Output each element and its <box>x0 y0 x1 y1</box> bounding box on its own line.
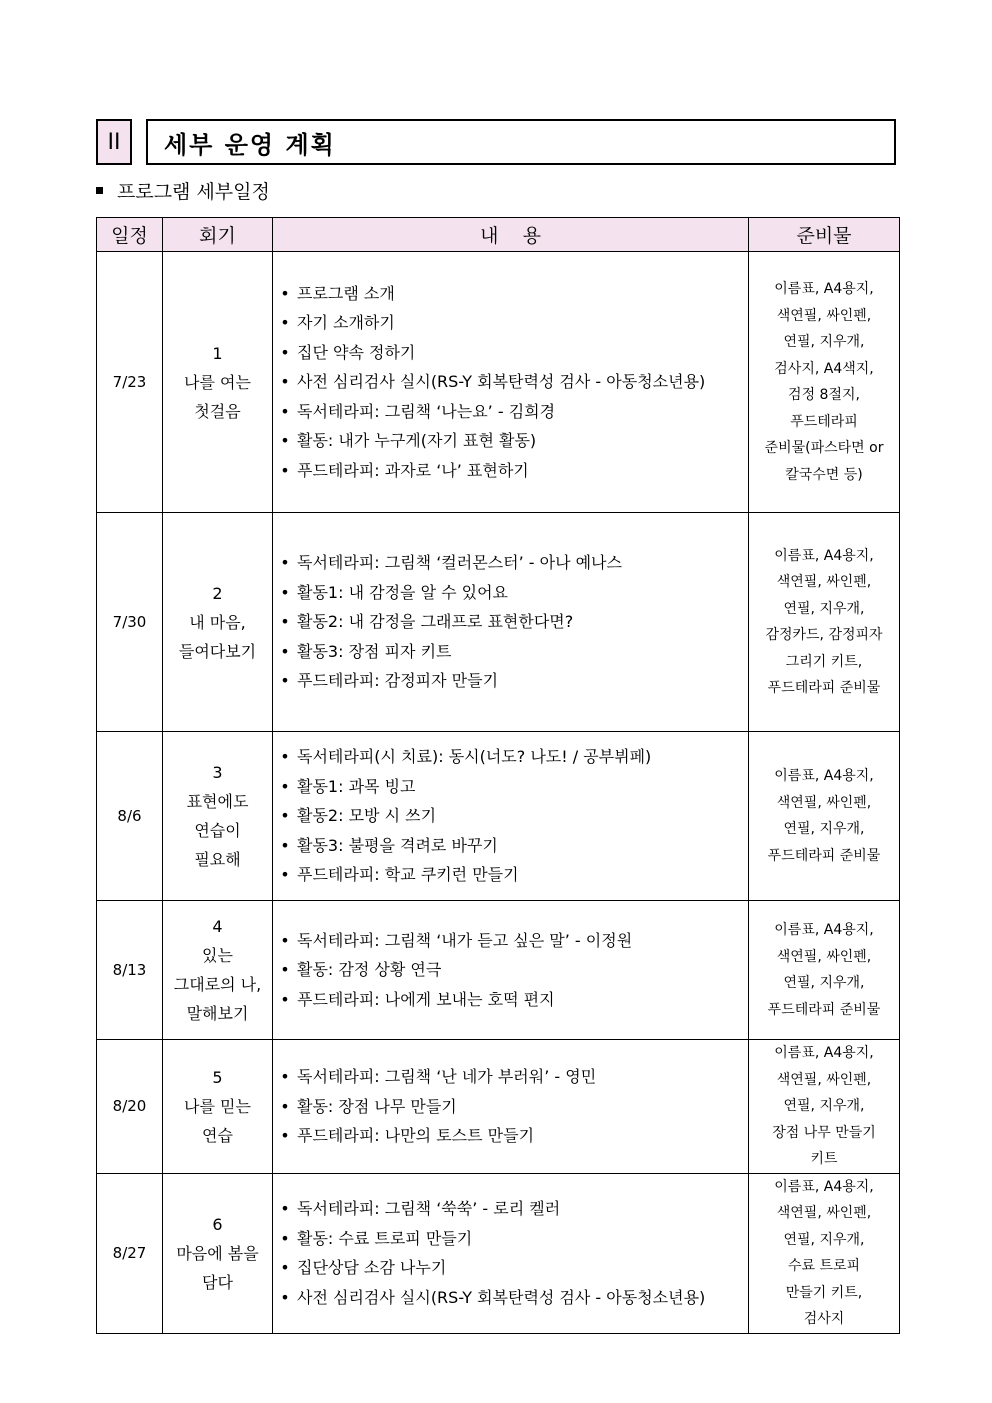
content-list <box>273 1062 748 1151</box>
list-item: • 집단 약속 정하기 <box>273 338 748 368</box>
list-item: • 푸드테라피: 나만의 토스트 만들기 <box>273 1121 748 1151</box>
session-cell <box>163 252 273 513</box>
section-number: II <box>96 119 132 165</box>
materials-line: 이름표, A4용지, <box>774 1045 874 1061</box>
content-list <box>273 548 748 696</box>
materials-line: 검정 8절지, <box>788 387 860 403</box>
date-cell: 7/23 <box>97 252 163 513</box>
materials-line: 색연필, 싸인펜, <box>776 794 872 811</box>
materials-line: 수료 트로피 <box>787 1258 861 1274</box>
materials-line: 색연필, 싸인펜, <box>776 1071 872 1088</box>
content-cell <box>273 252 749 513</box>
list-item: • 활동: 장점 나무 만들기 <box>273 1092 748 1122</box>
session-cell <box>163 901 273 1040</box>
materials-line: 만들기 키트, <box>785 1284 863 1301</box>
list-item: • 사전 심리검사 실시(RS-Y 회복탄력성 검사 - 아동청소년용) <box>273 1283 748 1313</box>
session-cell <box>163 1040 273 1174</box>
materials-line: 푸드테라피 준비물 <box>767 1001 881 1018</box>
materials-cell <box>749 1040 900 1174</box>
materials-line: 이름표, A4용지, <box>774 281 874 297</box>
session-line: 그대로의 나, <box>173 975 262 994</box>
materials-line: 연필, 지우개, <box>783 1098 865 1114</box>
materials-cell <box>749 513 900 732</box>
list-item: • 활동2: 내 감정을 그래프로 표현한다면? <box>273 607 748 637</box>
materials-cell <box>749 252 900 513</box>
content-list <box>273 279 748 486</box>
header-session: 회기 <box>163 218 273 252</box>
list-item: • 독서테라피: 그림책 ‘컬러몬스터’ - 아나 예나스 <box>273 548 748 578</box>
materials-cell <box>749 1173 900 1333</box>
materials-line: 이름표, A4용지, <box>774 922 874 938</box>
list-item: • 독서테라피: 그림책 ‘나는요’ - 김희경 <box>273 397 748 427</box>
materials-line: 연필, 지우개, <box>783 334 865 350</box>
materials-line: 검사지 <box>803 1311 845 1327</box>
session-line: 2 <box>212 583 223 603</box>
square-bullet-icon <box>96 187 103 194</box>
section-title: 세부 운영 계획 <box>146 119 896 165</box>
table-row <box>97 1040 900 1174</box>
list-item: • 활동3: 불평을 격려로 바꾸기 <box>273 831 748 861</box>
content-list <box>273 1194 748 1312</box>
list-item: • 푸드테라피: 과자로 ‘나’ 표현하기 <box>273 456 748 486</box>
materials-line: 키트 <box>810 1151 838 1167</box>
session-cell <box>163 513 273 732</box>
table-row <box>97 901 900 1040</box>
materials-line: 이름표, A4용지, <box>774 547 874 564</box>
list-item: • 활동2: 모방 시 쓰기 <box>273 801 748 831</box>
list-item: • 활동: 수료 트로피 만들기 <box>273 1224 748 1254</box>
content-cell <box>273 901 749 1040</box>
session-line: 6 <box>212 1214 223 1234</box>
materials-line: 연필, 지우개, <box>783 821 865 837</box>
list-item: • 활동: 감정 상황 연극 <box>273 955 748 985</box>
list-item: • 푸드테라피: 감정피자 만들기 <box>273 666 748 696</box>
content-list <box>273 926 748 1015</box>
content-cell <box>273 1173 749 1333</box>
materials-line: 푸드테라피 <box>790 413 858 430</box>
content-cell <box>273 732 749 901</box>
list-item: • 자기 소개하기 <box>273 308 748 338</box>
date-cell: 8/13 <box>97 901 163 1040</box>
session-line: 나를 여는 <box>184 372 251 392</box>
materials-line: 이름표, A4용지, <box>774 768 874 784</box>
list-item: • 독서테라피(시 치료): 동시(너도? 나도! / 공부뷔페) <box>273 742 748 772</box>
session-line: 마음에 봄을 <box>176 1243 259 1263</box>
session-line: 4 <box>212 917 223 936</box>
date-cell: 8/27 <box>97 1173 163 1333</box>
materials-line: 색연필, 싸인펜, <box>776 574 872 590</box>
session-line: 있는 <box>202 946 233 965</box>
materials-line: 그리기 키트, <box>785 653 863 670</box>
list-item: • 활동: 내가 누구게(자기 표현 활동) <box>273 426 748 456</box>
list-item: • 독서테라피: 그림책 ‘난 네가 부러워’ - 영민 <box>273 1062 748 1092</box>
list-item: • 독서테라피: 그림책 ‘쑥쑥’ - 로리 켈러 <box>273 1194 748 1224</box>
session-cell <box>163 732 273 901</box>
list-item: • 사전 심리검사 실시(RS-Y 회복탄력성 검사 - 아동청소년용) <box>273 367 748 397</box>
list-item: • 푸드테라피: 학교 쿠키런 만들기 <box>273 860 748 890</box>
session-line: 1 <box>212 343 223 363</box>
list-item: • 집단상담 소감 나누기 <box>273 1253 748 1283</box>
materials-line: 연필, 지우개, <box>783 600 865 617</box>
content-cell <box>273 1040 749 1174</box>
materials-line: 색연필, 싸인펜, <box>776 307 872 324</box>
table-row <box>97 513 900 732</box>
header-date: 일정 <box>97 218 163 252</box>
materials-line: 푸드테라피 준비물 <box>767 680 881 696</box>
subheading-text: 프로그램 세부일정 <box>117 180 270 203</box>
list-item: • 푸드테라피: 나에게 보내는 호떡 편지 <box>273 985 748 1015</box>
materials-line: 이름표, A4용지, <box>774 1178 874 1195</box>
materials-line: 연필, 지우개, <box>783 975 865 991</box>
materials-line: 색연필, 싸인펜, <box>776 948 872 965</box>
materials-cell <box>749 732 900 901</box>
date-cell: 7/30 <box>97 513 163 732</box>
header-materials: 준비물 <box>749 218 900 252</box>
materials-line: 색연필, 싸인펜, <box>776 1205 872 1221</box>
table-row <box>97 1173 900 1333</box>
session-line: 표현에도 <box>186 792 249 811</box>
session-line: 들여다보기 <box>178 641 257 661</box>
list-item: • 활동3: 장점 피자 키트 <box>273 637 748 667</box>
materials-line: 푸드테라피 준비물 <box>767 847 881 864</box>
session-line: 내 마음, <box>189 612 246 632</box>
materials-line: 연필, 지우개, <box>783 1231 865 1248</box>
content-cell <box>273 513 749 732</box>
session-line: 5 <box>212 1067 223 1087</box>
list-item: • 활동1: 과목 빙고 <box>273 772 748 802</box>
date-cell: 8/20 <box>97 1040 163 1174</box>
session-line: 필요해 <box>194 850 241 869</box>
table-row <box>97 252 900 513</box>
list-item: • 프로그램 소개 <box>273 279 748 309</box>
list-item: • 독서테라피: 그림책 ‘내가 듣고 싶은 말’ - 이정원 <box>273 926 748 956</box>
session-line: 연습이 <box>194 821 241 840</box>
date-cell: 8/6 <box>97 732 163 901</box>
content-list <box>273 742 748 890</box>
subheading <box>96 176 270 204</box>
session-line: 나를 믿는 <box>184 1096 251 1116</box>
session-line: 첫걸음 <box>194 401 241 421</box>
session-cell <box>163 1173 273 1333</box>
materials-line: 장점 나무 만들기 <box>772 1124 876 1141</box>
list-item: • 활동1: 내 감정을 알 수 있어요 <box>273 578 748 608</box>
session-line: 담다 <box>202 1272 233 1292</box>
session-line: 말해보기 <box>186 1004 249 1023</box>
session-line: 연습 <box>202 1125 233 1145</box>
header-content: 내 용 <box>273 218 749 252</box>
schedule-table <box>96 217 900 1334</box>
table-header-row <box>97 218 900 252</box>
session-line: 3 <box>212 763 223 782</box>
materials-line: 감정카드, 감정피자 <box>765 627 883 643</box>
materials-line: 칼국수면 등) <box>785 466 863 483</box>
materials-line: 검사지, A4색지, <box>774 360 874 377</box>
materials-line: 준비물(파스타면 or <box>764 440 884 456</box>
materials-cell <box>749 901 900 1040</box>
table-row <box>97 732 900 901</box>
